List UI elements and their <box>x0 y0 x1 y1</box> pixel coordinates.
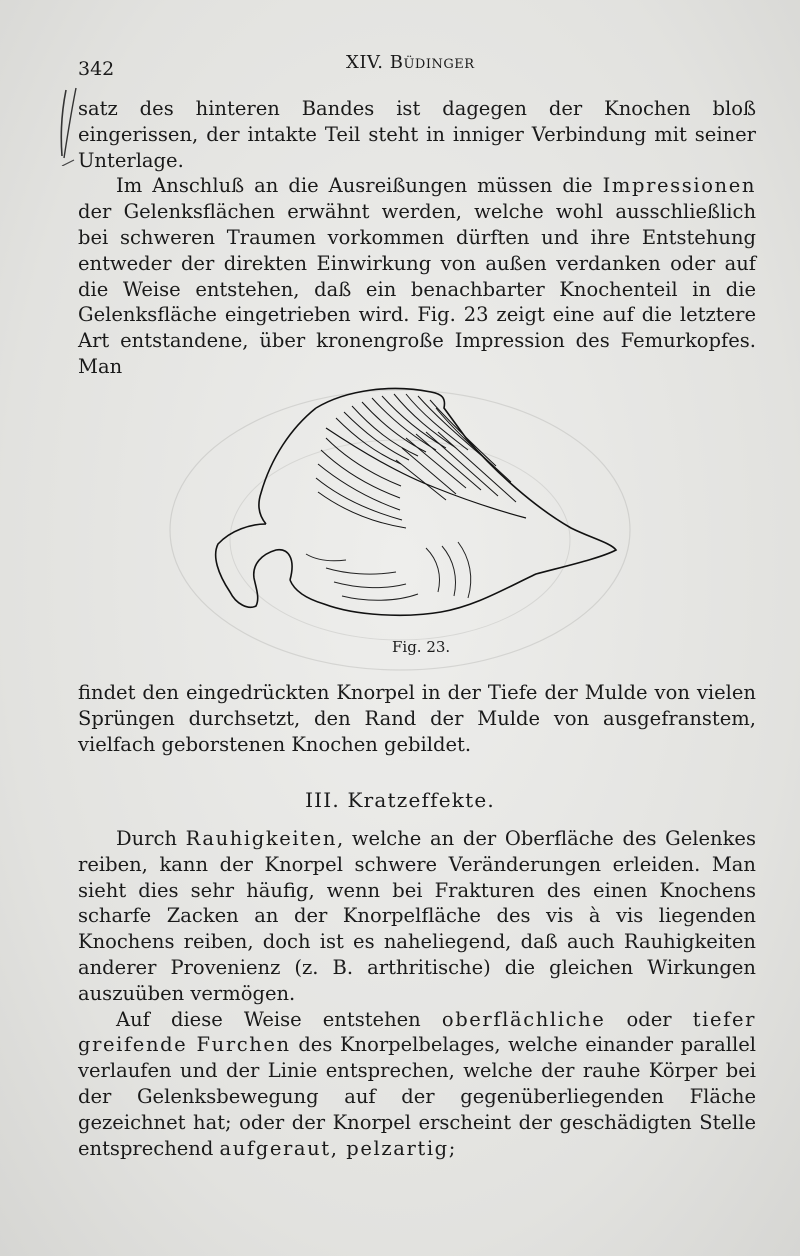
paragraph-text: Im Anschluß an die Ausreißungen müssen die <box>116 174 603 198</box>
femur-head-impression-drawing <box>206 378 626 628</box>
paragraph-text: oder <box>605 1007 693 1031</box>
page-header <box>78 52 760 82</box>
page-number: 342 <box>78 58 115 80</box>
running-head-roman: XIV. <box>346 52 384 73</box>
paragraph-text: der Gelenksflächen erwähnt werden, welche wohl ausschließlich bei schweren Traumen vorkommen dürften und ihre Entstehung entweder der direkten Einwirkung von außen verdanken oder auf die Weise entstehen, daß ein benachbarter Knochenteil in die Gelenksfläche eingetrieben wird. Fig. 23 zeigt eine auf die letztere Art entstandene, über kronengroße Impression des Femurkopfes. Man <box>78 200 756 378</box>
emphasis-tiefer-greifende: tiefer greifende Furchen <box>78 1007 757 1057</box>
emphasis-rauhigkeiten: Rauhigkeiten <box>185 827 337 850</box>
paragraph-rauhigkeiten <box>78 826 756 1007</box>
emphasis-impressionen: Impressionen <box>602 174 756 198</box>
paragraph-text: Auf diese Weise entstehen <box>116 1007 442 1031</box>
paragraph-continued: satz des hinteren Bandes ist dagegen der Knochen bloß eingerissen, der intakte Teil steht in inniger Verbindung mit seiner Unterlage. <box>78 97 756 172</box>
figure-caption: Fig. 23. <box>392 638 451 656</box>
emphasis-oberflaechliche: oberflächliche <box>441 1007 606 1031</box>
paragraph-after-figure: findet den eingedrückten Knorpel in der Tiefe der Mulde von vielen Sprüngen durchsetzt, den Rand der Mulde von ausgefranstem, vielfach geborstenen Knochen gebildet. <box>78 681 756 756</box>
paragraph-text: Durch <box>116 827 186 850</box>
paragraph-furchen <box>78 1007 756 1162</box>
running-head <box>346 52 475 73</box>
text-block-after-figure <box>78 680 756 757</box>
emphasis-aufgeraut: aufgeraut, pelzartig; <box>219 1136 457 1160</box>
paragraph-text: , welche an der Oberfläche des Gelenkes reiben, kann der Knorpel schwere Veränderungen erleiden. Man sieht dies sehr häufig, wenn bei Frakturen des einen Knochens scharfe Zacken an der Knorpelfläche des vis à vis liegenden Knochens reiben, doch ist es naheliegend, daß auch Rauhigkeiten anderer Provenienz (z. B. arthritische) die gleichen Wirkungen auszuüben vermögen. <box>78 827 756 1005</box>
text-block-top <box>78 96 756 380</box>
paragraph-text: des Knorpelbelages, welche einander parallel verlaufen und der Linie entsprechen, welche der rauhe Körper bei der Gelenksbewegung auf der gegenüberliegenden Fläche gezeichnet hat; oder der Knorpel erscheint der geschädigten Stelle entsprechend <box>78 1033 756 1160</box>
paragraph-impressions <box>78 173 756 379</box>
running-head-author: Büdinger <box>389 52 475 73</box>
section-heading: III. Kratzeffekte. <box>305 788 495 812</box>
text-block-section <box>78 826 756 1161</box>
